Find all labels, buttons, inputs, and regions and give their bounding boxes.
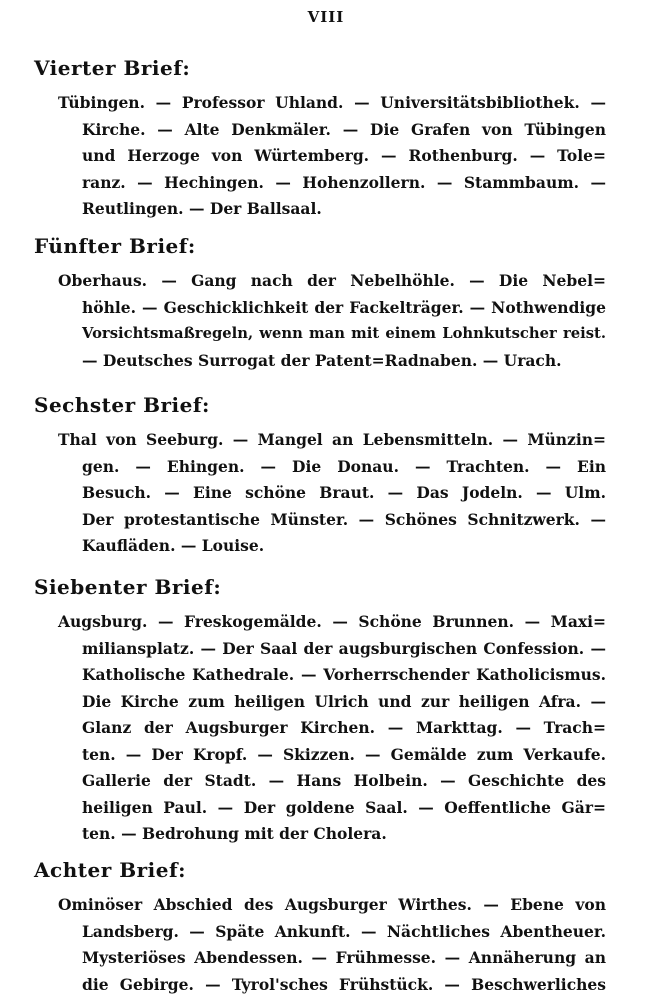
text-line: ranz. — Hechingen. — Hohenzollern. — Stammbaum. — (82, 172, 606, 192)
text-line: Thal von Seeburg. — Mangel an Lebensmitteln. — Münzin= (58, 430, 606, 449)
page-number: VIII (307, 8, 345, 26)
text-line: und Herzoge von Würtemberg. — Rothenburg. — Tole= (82, 146, 606, 165)
text-line: Tübingen. — Professor Uhland. — Universitätsbibliothek. — (58, 93, 606, 112)
text-line: Reutlingen. — Der Ballsaal. (82, 199, 322, 218)
text-line: Gallerie der Stadt. — Hans Holbein. — Geschichte des (82, 771, 606, 790)
section-body (58, 268, 606, 374)
section-heading: Sechster Brief: (34, 393, 210, 417)
text-line: Die Kirche zum heiligen Ulrich und zur heiligen Afra. — (82, 691, 606, 711)
section-body (58, 609, 606, 848)
section-heading: Fünfter Brief: (34, 234, 196, 258)
text-line: Katholische Kathedrale. — Vorherrschender Katholicismus. (82, 665, 606, 684)
text-line: gen. — Ehingen. — Die Donau. — Trachten. — Ein (82, 456, 606, 476)
text-line: Augsburg. — Freskogemälde. — Schöne Brunnen. — Maxi= (58, 612, 606, 631)
section-heading: Siebenter Brief: (34, 575, 222, 599)
text-line: ten. — Der Kropf. — Skizzen. — Gemälde zum Verkaufe. (82, 744, 606, 764)
text-line: Kaufläden. — Louise. (82, 536, 265, 555)
text-line: — Deutsches Surrogat der Patent=Radnaben. — Urach. (82, 350, 562, 370)
text-line: Kirche. — Alte Denkmäler. — Die Grafen von Tübingen (82, 119, 606, 139)
section-body (58, 90, 606, 223)
text-line: die Gebirge. — Tyrol'sches Frühstück. — Beschwerliches (82, 974, 606, 994)
text-line: miliansplatz. — Der Saal der augsburgischen Confession. — (82, 638, 606, 658)
section-heading: Vierter Brief: (34, 56, 191, 80)
text-line: Mysteriöses Abendessen. — Frühmesse. — Annäherung an (82, 948, 606, 967)
text-line: Glanz der Augsburger Kirchen. — Markttag. — Trach= (82, 718, 606, 737)
text-line: Vorsichtsmaßregeln, wenn man mit einem Lohnkutscher reist. (82, 325, 606, 342)
text-line: ten. — Bedrohung mit der Cholera. (82, 824, 387, 843)
section-heading: Achter Brief: (34, 858, 186, 882)
text-line: Landsberg. — Späte Ankunft. — Nächtliches Abentheuer. (82, 921, 606, 941)
section-body (58, 427, 606, 560)
text-line: höhle. — Geschicklichkeit der Fackelträger. — Nothwendige (82, 297, 606, 317)
text-line: heiligen Paul. — Der goldene Saal. — Oeffentliche Gär= (82, 797, 606, 817)
text-line: Oberhaus. — Gang nach der Nebelhöhle. — Die Nebel= (58, 271, 606, 290)
text-line: Besuch. — Eine schöne Braut. — Das Jodeln. — Ulm. (82, 483, 606, 502)
section-body (58, 892, 606, 998)
text-line: Ominöser Abschied des Augsburger Wirthes. — Ebene von (58, 895, 606, 914)
text-line: Der protestantische Münster. — Schönes Schnitzwerk. — (82, 509, 606, 529)
